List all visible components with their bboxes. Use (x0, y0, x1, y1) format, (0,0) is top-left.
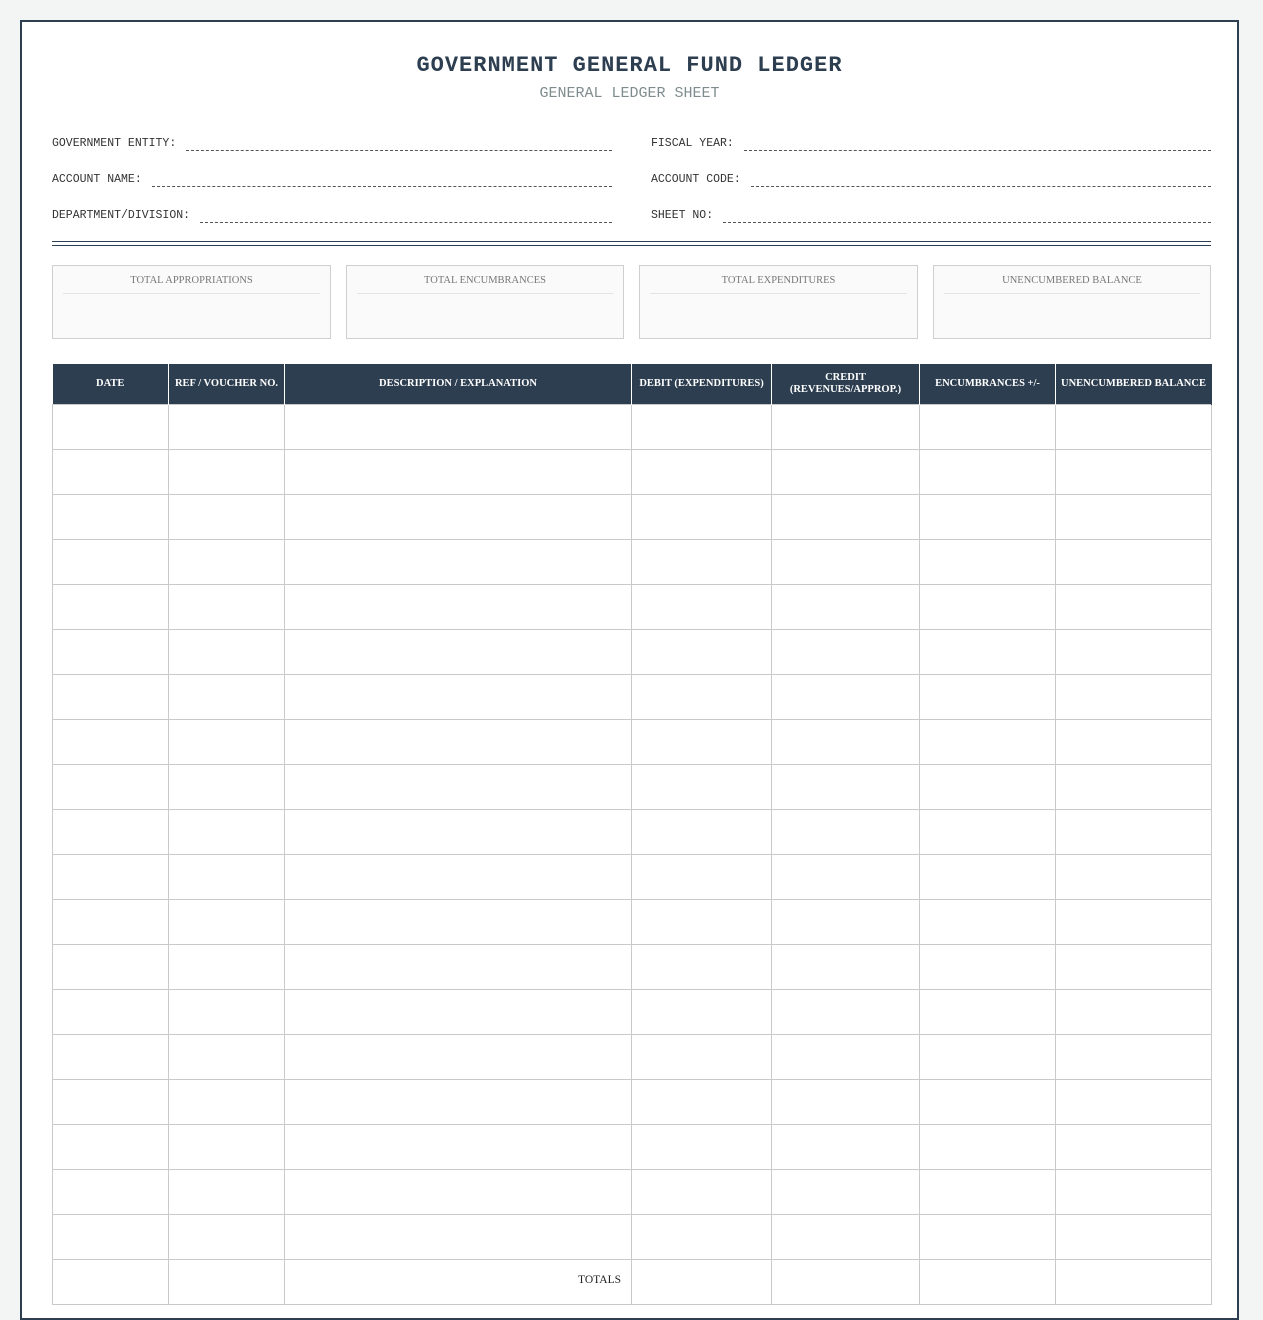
ledger-cell[interactable] (285, 854, 632, 899)
table-row (53, 944, 1212, 989)
table-header-row (53, 364, 1212, 404)
table-row (53, 809, 1212, 854)
ledger-cell[interactable] (632, 809, 772, 854)
totals-cell-encumbrances[interactable] (920, 1259, 1056, 1304)
ledger-cell[interactable] (169, 539, 285, 584)
department-division-input[interactable] (200, 210, 612, 223)
ledger-cell[interactable] (53, 1214, 169, 1259)
ledger-cell[interactable] (772, 764, 920, 809)
table-row (53, 899, 1212, 944)
ledger-cell[interactable] (772, 944, 920, 989)
ledger-cell[interactable] (285, 584, 632, 629)
ledger-cell[interactable] (169, 899, 285, 944)
ledger-cell[interactable] (920, 629, 1056, 674)
ledger-cell[interactable] (53, 494, 169, 539)
ledger-cell[interactable] (1056, 404, 1212, 449)
ledger-cell[interactable] (1056, 1034, 1212, 1079)
ledger-cell[interactable] (169, 989, 285, 1034)
table-row (53, 404, 1212, 449)
table-row (53, 1034, 1212, 1079)
ledger-cell[interactable] (632, 944, 772, 989)
ledger-cell[interactable] (772, 899, 920, 944)
ledger-cell[interactable] (1056, 584, 1212, 629)
ledger-cell[interactable] (53, 584, 169, 629)
fiscal-year-label: FISCAL YEAR: (651, 137, 734, 150)
ledger-cell[interactable] (920, 1214, 1056, 1259)
ledger-cell[interactable] (169, 629, 285, 674)
table-row (53, 674, 1212, 719)
column-header-unencumbered-balance: UNENCUMBERED BALANCE (1056, 364, 1212, 404)
table-row (53, 854, 1212, 899)
ledger-cell[interactable] (1056, 809, 1212, 854)
table-row (53, 1079, 1212, 1124)
account-name-label: ACCOUNT NAME: (52, 173, 142, 186)
ledger-cell[interactable] (169, 764, 285, 809)
ledger-cell[interactable] (1056, 719, 1212, 764)
ledger-cell[interactable] (772, 674, 920, 719)
ledger-cell[interactable] (772, 404, 920, 449)
table-row (53, 1124, 1212, 1169)
ledger-cell[interactable] (169, 944, 285, 989)
table-row (53, 584, 1212, 629)
ledger-cell[interactable] (632, 449, 772, 494)
ledger-cell[interactable] (53, 899, 169, 944)
ledger-cell[interactable] (632, 494, 772, 539)
sheet-no-input[interactable] (723, 210, 1211, 223)
ledger-cell[interactable] (53, 449, 169, 494)
ledger-cell[interactable] (632, 1169, 772, 1214)
totals-label: TOTALS (285, 1259, 632, 1304)
fiscal-year-field (651, 135, 1211, 151)
ledger-cell[interactable] (632, 674, 772, 719)
ledger-cell[interactable] (285, 629, 632, 674)
table-row (53, 449, 1212, 494)
ledger-cell[interactable] (285, 674, 632, 719)
table-row (53, 764, 1212, 809)
ledger-cell[interactable] (169, 404, 285, 449)
table-row (53, 1214, 1212, 1259)
ledger-cell[interactable] (285, 899, 632, 944)
table-row (53, 494, 1212, 539)
ledger-cell[interactable] (285, 764, 632, 809)
ledger-cell[interactable] (920, 539, 1056, 584)
ledger-cell[interactable] (920, 854, 1056, 899)
ledger-cell[interactable] (1056, 494, 1212, 539)
ledger-cell[interactable] (1056, 1124, 1212, 1169)
sheet-no-field (651, 207, 1211, 223)
ledger-cell[interactable] (53, 764, 169, 809)
ledger-cell[interactable] (285, 494, 632, 539)
ledger-cell[interactable] (772, 854, 920, 899)
ledger-cell[interactable] (1056, 989, 1212, 1034)
ledger-cell[interactable] (772, 1079, 920, 1124)
account-name-input[interactable] (152, 174, 612, 187)
ledger-cell[interactable] (632, 584, 772, 629)
header-divider (52, 241, 1211, 246)
document-subtitle: GENERAL LEDGER SHEET (539, 85, 720, 102)
ledger-cell[interactable] (1056, 854, 1212, 899)
ledger-cell[interactable] (285, 944, 632, 989)
ledger-cell[interactable] (632, 1124, 772, 1169)
totals-cell-ref (169, 1259, 285, 1304)
ledger-cell[interactable] (285, 539, 632, 584)
summary-label: TOTAL ENCUMBRANCES (357, 275, 613, 294)
ledger-cell[interactable] (169, 1079, 285, 1124)
ledger-cell[interactable] (53, 854, 169, 899)
ledger-cell[interactable] (920, 764, 1056, 809)
ledger-cell[interactable] (53, 404, 169, 449)
ledger-cell[interactable] (772, 539, 920, 584)
ledger-cell[interactable] (53, 719, 169, 764)
ledger-cell[interactable] (285, 404, 632, 449)
government-entity-field (52, 135, 612, 151)
totals-cell-credit[interactable] (772, 1259, 920, 1304)
ledger-cell[interactable] (169, 584, 285, 629)
summary-label: TOTAL EXPENDITURES (650, 275, 907, 294)
ledger-cell[interactable] (632, 764, 772, 809)
ledger-cell[interactable] (632, 1034, 772, 1079)
ledger-cell[interactable] (1056, 944, 1212, 989)
ledger-cell[interactable] (285, 449, 632, 494)
ledger-cell[interactable] (53, 674, 169, 719)
summary-box-total-expenditures (639, 265, 918, 339)
column-header-credit: CREDIT (REVENUES/APPROP.) (772, 364, 920, 404)
ledger-cell[interactable] (53, 1169, 169, 1214)
ledger-cell[interactable] (169, 494, 285, 539)
ledger-cell[interactable] (1056, 539, 1212, 584)
ledger-cell[interactable] (632, 854, 772, 899)
table-row (53, 719, 1212, 764)
ledger-cell[interactable] (772, 1034, 920, 1079)
ledger-cell[interactable] (285, 1034, 632, 1079)
ledger-cell[interactable] (1056, 1079, 1212, 1124)
ledger-cell[interactable] (632, 404, 772, 449)
government-entity-label: GOVERNMENT ENTITY: (52, 137, 177, 150)
ledger-cell[interactable] (920, 989, 1056, 1034)
account-code-label: ACCOUNT CODE: (651, 173, 741, 186)
column-header-date: DATE (53, 364, 169, 404)
ledger-cell[interactable] (169, 1034, 285, 1079)
ledger-cell[interactable] (285, 1169, 632, 1214)
sheet-no-label: SHEET NO: (651, 209, 714, 222)
ledger-body (53, 404, 1212, 1259)
government-entity-input[interactable] (186, 138, 612, 151)
ledger-cell[interactable] (772, 1124, 920, 1169)
ledger-cell[interactable] (53, 944, 169, 989)
ledger-cell[interactable] (632, 899, 772, 944)
ledger-cell[interactable] (169, 674, 285, 719)
ledger-table (52, 364, 1212, 1305)
ledger-cell[interactable] (772, 719, 920, 764)
ledger-cell[interactable] (1056, 1169, 1212, 1214)
summary-box-unencumbered-balance (933, 265, 1211, 339)
table-row (53, 629, 1212, 674)
ledger-cell[interactable] (53, 989, 169, 1034)
ledger-cell[interactable] (632, 1079, 772, 1124)
ledger-cell[interactable] (53, 1034, 169, 1079)
ledger-cell[interactable] (772, 629, 920, 674)
ledger-cell[interactable] (772, 1214, 920, 1259)
ledger-cell[interactable] (772, 989, 920, 1034)
ledger-cell[interactable] (632, 989, 772, 1034)
ledger-cell[interactable] (920, 719, 1056, 764)
ledger-cell[interactable] (53, 809, 169, 854)
ledger-cell[interactable] (285, 989, 632, 1034)
ledger-cell[interactable] (169, 1169, 285, 1214)
account-name-field (52, 171, 612, 187)
ledger-cell[interactable] (920, 944, 1056, 989)
ledger-cell[interactable] (920, 1034, 1056, 1079)
ledger-cell[interactable] (285, 1079, 632, 1124)
ledger-cell[interactable] (285, 1124, 632, 1169)
fiscal-year-input[interactable] (744, 138, 1211, 151)
ledger-cell[interactable] (920, 1079, 1056, 1124)
ledger-cell[interactable] (920, 449, 1056, 494)
ledger-cell[interactable] (53, 1079, 169, 1124)
ledger-cell[interactable] (772, 449, 920, 494)
ledger-cell[interactable] (53, 1124, 169, 1169)
ledger-cell[interactable] (285, 719, 632, 764)
account-code-input[interactable] (751, 174, 1211, 187)
ledger-cell[interactable] (285, 809, 632, 854)
ledger-cell[interactable] (772, 1169, 920, 1214)
ledger-cell[interactable] (169, 809, 285, 854)
ledger-cell[interactable] (772, 584, 920, 629)
ledger-cell[interactable] (920, 404, 1056, 449)
column-header-debit: DEBIT (EXPENDITURES) (632, 364, 772, 404)
department-division-label: DEPARTMENT/DIVISION: (52, 209, 191, 222)
account-code-field (651, 171, 1211, 187)
ledger-cell[interactable] (1056, 674, 1212, 719)
ledger-cell[interactable] (632, 1214, 772, 1259)
ledger-cell[interactable] (1056, 764, 1212, 809)
ledger-cell[interactable] (772, 494, 920, 539)
totals-cell-debit[interactable] (632, 1259, 772, 1304)
document-title: GOVERNMENT GENERAL FUND LEDGER (416, 53, 843, 78)
ledger-cell[interactable] (1056, 449, 1212, 494)
column-header-encumbrances: ENCUMBRANCES +/- (920, 364, 1056, 404)
ledger-sheet (20, 20, 1239, 1320)
ledger-cell[interactable] (632, 539, 772, 584)
column-header-ref-voucher: REF / VOUCHER NO. (169, 364, 285, 404)
table-row (53, 989, 1212, 1034)
table-row (53, 539, 1212, 584)
ledger-cell[interactable] (169, 854, 285, 899)
ledger-cell[interactable] (632, 629, 772, 674)
table-row (53, 1169, 1212, 1214)
ledger-cell[interactable] (920, 494, 1056, 539)
summary-box-total-appropriations (52, 265, 331, 339)
ledger-cell[interactable] (920, 809, 1056, 854)
ledger-cell[interactable] (169, 719, 285, 764)
ledger-cell[interactable] (772, 809, 920, 854)
ledger-cell[interactable] (169, 449, 285, 494)
ledger-cell[interactable] (285, 1214, 632, 1259)
ledger-cell[interactable] (53, 539, 169, 584)
ledger-cell[interactable] (53, 629, 169, 674)
ledger-cell[interactable] (1056, 629, 1212, 674)
ledger-cell[interactable] (1056, 899, 1212, 944)
totals-cell-date (53, 1259, 169, 1304)
summary-label: TOTAL APPROPRIATIONS (63, 275, 320, 294)
ledger-cell[interactable] (169, 1124, 285, 1169)
ledger-cell[interactable] (1056, 1214, 1212, 1259)
ledger-cell[interactable] (632, 719, 772, 764)
summary-box-total-encumbrances (346, 265, 624, 339)
ledger-cell[interactable] (169, 1214, 285, 1259)
ledger-cell[interactable] (920, 1169, 1056, 1214)
ledger-cell[interactable] (920, 674, 1056, 719)
ledger-cell[interactable] (920, 1124, 1056, 1169)
ledger-cell[interactable] (920, 899, 1056, 944)
totals-row (53, 1259, 1212, 1304)
department-division-field (52, 207, 612, 223)
column-header-description: DESCRIPTION / EXPLANATION (285, 364, 632, 404)
summary-label: UNENCUMBERED BALANCE (944, 275, 1200, 294)
totals-cell-balance[interactable] (1056, 1259, 1212, 1304)
ledger-cell[interactable] (920, 584, 1056, 629)
